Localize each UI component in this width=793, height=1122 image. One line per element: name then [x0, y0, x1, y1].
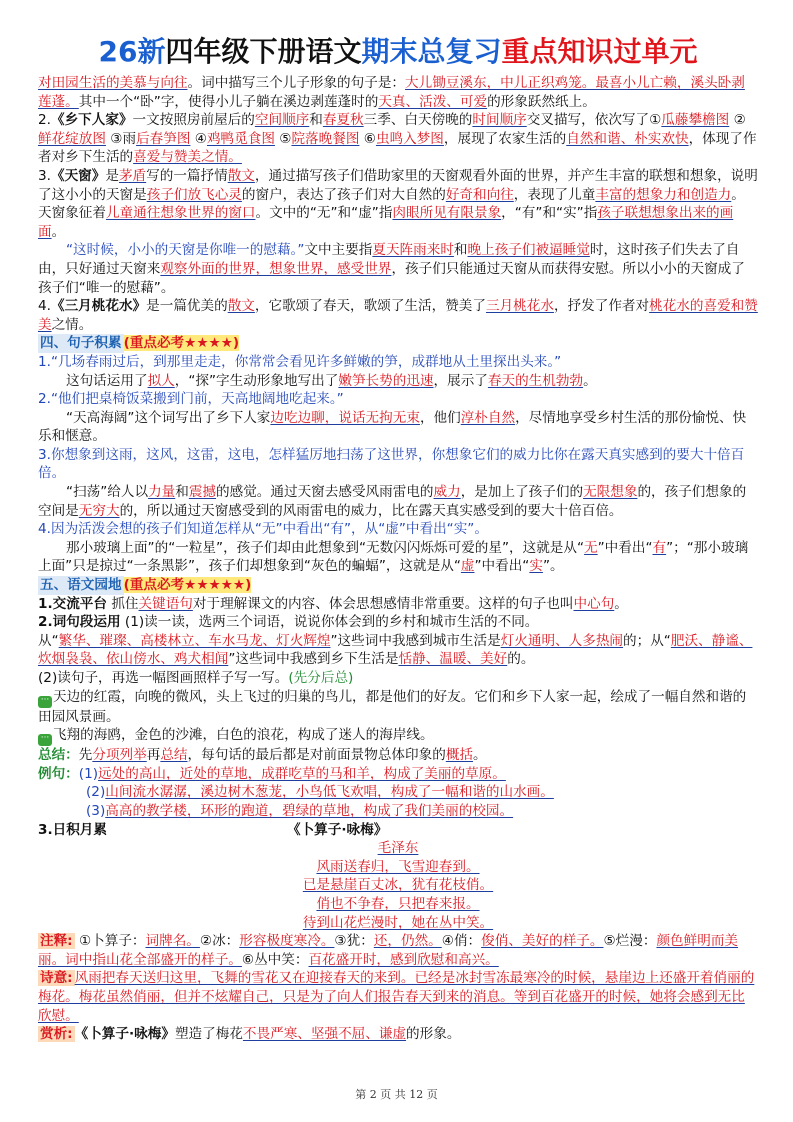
txt: ”中看出“ [474, 558, 530, 575]
txt: “天高海阔”这个词写出了乡下人家 [66, 409, 271, 426]
para-s0 [38, 74, 758, 111]
hl: 空间顺序 [254, 112, 310, 129]
txt: (2) [86, 784, 106, 801]
poem-meaning [38, 969, 758, 1025]
hl: 实 [529, 558, 543, 575]
txt: 飞翔的海鸥，金色的沙滩，白色的浪花，构成了迷人的海岸线。 [53, 727, 434, 744]
hl: 肉眼所见有限景象 [392, 205, 502, 222]
hl: 词牌名。 [145, 933, 200, 950]
hl: 天真、活泼、可爱 [378, 93, 488, 110]
g2-sample2 [38, 726, 758, 746]
txt: 那小玻璃上面”的“一粒星”，孩子们却由此想象到“无数闪闪烁烁可爱的星”，这就是从“ [66, 539, 585, 556]
txt: 从“ [38, 632, 59, 649]
hl: 散文 [227, 167, 255, 184]
txt: ”。 [542, 558, 564, 575]
subheading: 2.词句段运用 [38, 614, 121, 631]
txt: ，表现了儿童 [513, 186, 596, 203]
txt: ，它歌颂了春天，歌颂了生活，赞美了 [254, 298, 486, 315]
hl: 有 [652, 539, 667, 556]
hl: 观察外面的世界，想象世界，感受世界 [160, 260, 392, 277]
hl: 毛泽东 [377, 840, 419, 857]
q3-analysis [38, 483, 758, 520]
hl: 灯火通明、人多热闹 [500, 632, 624, 649]
q1-analysis [38, 372, 758, 391]
txt: (3) [86, 802, 106, 819]
txt: 其中一个“卧”字，使得小儿子躺在溪边剥莲蓬时的 [78, 93, 379, 110]
hl: 大儿锄豆溪东，中儿正织鸡笼。最喜小儿亡赖，溪头卧剥莲蓬。 [38, 75, 745, 110]
txt: 4. [38, 298, 51, 315]
hl: 无 [584, 539, 598, 556]
txt: ”这些词中我感到城市生活是 [330, 632, 501, 649]
hint: (先分后总) [288, 670, 354, 686]
hl: 对田园生活的美慕与向往 [38, 75, 188, 91]
txt: ，是加上了孩子们的 [460, 484, 584, 501]
q4-sentence: 4.因为活泼会想的孩子们知道怎样从“无”中看出“有”，从“虚”中看出“实”。 [38, 521, 488, 538]
hl: 虫鸣入梦图 [375, 130, 444, 147]
txt: 交叉描写，依次写了 [526, 112, 650, 129]
q1-sentence: 1.“几场春雨过后，到那里走走，你常常会看见许多鲜嫩的笋，成群地从土里探出头来。” [38, 353, 562, 370]
txt: ，抒发了作者对 [553, 298, 650, 315]
hl: 不畏严寒、坚强不屈、谦虚 [242, 1026, 407, 1043]
g2-example3 [38, 802, 758, 821]
hl: 无限想象 [583, 484, 638, 501]
hl: 中心句 [573, 595, 615, 612]
hl: 远处的高山，近处的草地，成群吃草的马和羊，构成了美丽的草原。 [98, 765, 506, 782]
txt: ②冰： [199, 933, 240, 950]
poem-title: 《卜算子·咏梅》 [287, 821, 388, 838]
hl: 自然和谐、朴实欢快 [566, 130, 689, 147]
notes [38, 932, 758, 969]
hl: 三月桃花水 [485, 298, 554, 315]
lesson-title: 《天窗》 [50, 167, 106, 184]
g2-task2 [38, 669, 758, 688]
hl: 晚上孩子们被逼睡觉 [467, 242, 590, 259]
hl: 无穷大 [78, 502, 120, 519]
txt: 《卜算子·咏梅》 [74, 1026, 175, 1043]
txt: ，孩子们只能通过天窗从而获得安慰。所以小小的天窗成了孩子们“唯一的慰藉”。 [38, 260, 745, 296]
hl: 边吃边聊，说话无拘无束 [270, 409, 420, 426]
poem-line [38, 876, 758, 895]
txt: 。文中的“无”和“虚”指 [255, 205, 393, 222]
section-5-heading [38, 576, 758, 595]
txt: 写的一篇抒情 [146, 167, 228, 184]
txt: 和 [309, 112, 323, 129]
content [38, 74, 758, 1044]
notes-tag: 注释: [40, 933, 73, 950]
hl: 力量 [148, 484, 176, 501]
hl: 瓜藤攀檐图 [661, 112, 730, 129]
hl: 威力 [433, 484, 461, 501]
hl: 茅盾 [118, 167, 147, 184]
txt: 。 [51, 223, 66, 240]
page-number: 第 2 页 共 12 页 [355, 1088, 438, 1101]
txt: 。天窗象征着 [38, 186, 745, 222]
hl: 春天的生机勃勃 [487, 372, 584, 389]
hl: 关键语句 [138, 595, 193, 612]
hl: 儿童通往想象世界的窗口 [105, 205, 256, 222]
txt: ④ [190, 130, 207, 147]
txt: 抓住 [107, 595, 139, 612]
lesson-title: 《三月桃花水》 [50, 298, 147, 315]
txt: ③犹： [334, 933, 374, 950]
page-title [38, 32, 758, 72]
hl: 院落晚餐图 [291, 130, 360, 147]
txt: ，尽情地享受乡村生活的那份愉悦、快乐和惬意。 [38, 409, 747, 445]
hl: 拟人 [147, 372, 175, 389]
hl: 分项列举 [92, 747, 147, 764]
hl: 高高的教学楼，环形的跑道，碧绿的草地，构成了我们美丽的校园。 [105, 802, 514, 819]
txt: ”中看出“ [597, 539, 653, 556]
txt: ③雨 [105, 130, 137, 147]
txt: 再 [146, 747, 161, 764]
txt: 的形象跃然纸上。 [487, 93, 596, 110]
section-label: 五、语文园地 [40, 577, 122, 594]
hl: 俏也不争春，只把春来报。 [316, 895, 480, 912]
hl: 震撼 [188, 484, 217, 501]
txt: 2. [38, 112, 51, 129]
hl: 夏天阵雨来时 [372, 242, 454, 259]
g2-answer [38, 632, 758, 669]
txt: 和 [175, 484, 189, 501]
txt: 。词中描写三个儿子形象的句子是： [187, 75, 406, 91]
hl: 丰富的想象力和创造力 [595, 186, 732, 203]
txt: ，他们 [419, 409, 461, 426]
hl: 待到山花烂漫时，她在丛中笑。 [302, 914, 494, 931]
txt: 对于理解课文的内容、体会思想感情非常重要。这样的句子也叫 [192, 595, 574, 612]
hl: 俊俏、美好的样子。 [481, 933, 604, 950]
q2-sentence: 2.“他们把桌椅饭菜搬到门前，天高地阔地吃起来。” [38, 391, 344, 408]
section-4-heading [38, 334, 758, 353]
txt: 和 [453, 242, 468, 259]
g1-para [38, 595, 758, 614]
hl: 山间流水潺潺，溪边树木葱茏，小鸟低飞欢唱，构成了一幅和谐的山水画。 [105, 784, 554, 801]
hl: 还，仍然。 [373, 933, 442, 950]
chat-bubble-icon: ··· [38, 734, 52, 746]
txt: 的，所以通过天窗感受到的风雨雷电的威力，比在露天真实感受到的要大十倍百倍。 [119, 502, 623, 519]
meaning-tag: 诗意: [40, 970, 73, 987]
chat-bubble-icon: ··· [38, 696, 52, 708]
para-s3b [38, 241, 758, 297]
summary-tag: 总结： [38, 747, 79, 764]
txt: 天边的红霞，向晚的微风，头上飞过的归巢的鸟儿，都是他们的好友。它们和乡下人家一起，绘成了一幅自然和谐的田园风景画。 [38, 688, 747, 725]
txt: ⑥ [359, 130, 376, 147]
txt: 的；从“ [623, 632, 671, 649]
q3-sentence: 3.你想象到这雨，这风，这雷，这电，怎样猛厉地扫荡了这世界，你想象它们的威力比你在露天真实感到的要大十倍百倍。 [38, 446, 745, 482]
hl: 恬静、温暖、美好 [398, 651, 508, 668]
para-s3 [38, 167, 758, 241]
para-s4 [38, 297, 758, 334]
txt: 的感觉。通过天窗去感受风雨雷电的 [216, 484, 434, 501]
txt: 3. [38, 167, 51, 184]
poem-line [38, 895, 758, 914]
txt: ⑤ [274, 130, 292, 147]
g3-heading [38, 821, 758, 840]
quote: “这时候，小小的天窗是你唯一的慰藉。” [66, 242, 305, 259]
subheading: 1.交流平台 [38, 595, 107, 612]
txt: ①卜算子： [74, 933, 146, 950]
txt: 。 [583, 372, 597, 389]
appreciation-tag: 赏析: [40, 1026, 73, 1043]
title-part-2: 四年级下册语文 [165, 35, 362, 68]
must-test-mark: (重点必考★★★★★) [123, 577, 252, 594]
section-label: 四、句子积累 [40, 335, 122, 352]
subheading: 3.日积月累 [38, 821, 107, 838]
hl: 已是悬崖百丈冰，犹有花枝俏。 [302, 877, 494, 894]
hl: 时间顺序 [472, 112, 527, 129]
hl: 孩子们放飞心灵 [146, 186, 242, 203]
txt: ，“探”字生动形象地写出了 [174, 372, 339, 389]
txt: 之情。 [51, 316, 93, 333]
txt: (1) [78, 765, 99, 782]
hl: 颜色鲜明而美丽。词中指山花全部盛开的样子。 [38, 933, 739, 968]
title-part-3: 期末总复习 [361, 35, 502, 68]
title-part-1: 26新 [98, 35, 166, 68]
poem-appreciation [38, 1025, 758, 1044]
txt: (1)读一读，选两三个词语，说说你体会到的乡村和城市生活的不同。 [120, 614, 539, 631]
txt: 的，孩子们想象的空间是 [38, 484, 747, 519]
q2-analysis [38, 409, 758, 446]
txt: “扫荡”给人以 [66, 484, 149, 501]
txt: ④俏： [441, 933, 482, 950]
poem-author [38, 839, 758, 858]
txt: 文中主要指 [304, 242, 373, 259]
para-s2 [38, 111, 758, 167]
g2-example1 [38, 765, 758, 784]
hl: 春夏秋 [322, 112, 364, 129]
txt: ，体现了作者对乡下生活的 [38, 130, 757, 166]
hl: 鸡鸭觅食图 [206, 130, 275, 147]
title-part-4: 重点知识过单元 [501, 35, 698, 68]
txt: ② [729, 112, 746, 129]
g2-heading [38, 613, 758, 632]
txt: 时，这时孩子们失去了自由，只好通过天窗来 [38, 242, 740, 277]
hl: 嫩笋长势的迅速 [338, 372, 434, 389]
txt: ，每句话的最后都是对前面景物总体印象的 [187, 747, 446, 764]
txt: 的窗户，表达了孩子们对大自然的 [241, 186, 446, 203]
lesson-title: 《乡下人家》 [50, 112, 133, 129]
txt: 先 [78, 747, 93, 764]
hl: 后春笋图 [136, 130, 191, 147]
txt: 。 [473, 747, 487, 764]
txt: 这句话运用了 [66, 372, 148, 389]
txt: ，通过描写孩子们借助家里的天窗观看外面的世界，并产生丰富的联想和想象，说明了这小小的天窗是 [38, 167, 758, 203]
txt: (2)读句子，再选一幅图画照样子写一写。 [38, 670, 289, 686]
hl: 总结 [160, 747, 188, 764]
txt: 是一篇优美的 [146, 298, 228, 315]
txt: 三季、白天傍晚的 [363, 112, 473, 129]
must-test-mark: (重点必考★★★★) [123, 335, 240, 352]
txt: ，展示了 [433, 372, 488, 389]
hl: 风雨送春归，飞雪迎春到。 [316, 858, 480, 875]
poem-line [38, 914, 758, 933]
page [38, 0, 758, 1044]
txt: ，展现了农家生活的 [443, 130, 567, 147]
hl: 概括 [445, 747, 473, 764]
txt: 是 [105, 167, 119, 184]
txt: 的。 [507, 651, 535, 668]
g2-sample1 [38, 688, 758, 727]
txt: 塑造了梅花 [174, 1026, 243, 1043]
hl: 孩子联想想象出来的画面 [38, 205, 734, 240]
txt: ⑤烂漫： [603, 933, 657, 950]
hl: 繁华、璀璨、高楼林立、车水马龙、灯火辉煌 [58, 632, 331, 649]
txt: ① [649, 112, 662, 129]
txt: 。 [614, 595, 628, 612]
hl: 虚 [460, 558, 475, 575]
txt: ”；“那小玻璃上面”只是掠过“一条黑影”，孩子们却想象到“灰色的蝙蝠”，这就是从“ [38, 539, 749, 575]
hl: 肥沃、静谧、炊烟袅袅、依山傍水、鸡犬相闻 [38, 632, 753, 668]
example-tag: 例句： [38, 765, 79, 782]
poem-line [38, 858, 758, 877]
hl: 风雨把春天送归这里，飞舞的雪花又在迎接春天的来到。已经是冰封雪冻最寒冷的时候，悬崖边上还盛开着俏丽的梅花。梅花虽然俏丽，但并不炫耀自己，只是为了向人们报告春天到来的消息。等到百花盛开的时候，她将会感到无比欣慰。 [38, 970, 755, 1024]
hl: 散文 [227, 298, 255, 315]
g2-example2 [38, 783, 758, 802]
txt: ，“有”和“实”指 [501, 205, 598, 222]
hl: 喜爱与赞美之情。 [133, 149, 242, 166]
g2-summary [38, 746, 758, 765]
hl: 鲜花绽放图 [38, 130, 106, 147]
q4-analysis [38, 539, 758, 576]
hl: 百花盛开时，感到欣慰和高兴。 [308, 951, 499, 968]
txt: ”这些词中我感到乡下生活是 [228, 651, 399, 668]
hl: 桃花水的喜爱和赞美 [38, 298, 758, 333]
txt: 的形象。 [406, 1026, 461, 1043]
hl: 形容极度寒冷。 [239, 933, 335, 950]
txt: ⑥丛中笑： [241, 951, 309, 968]
hl: 淳朴自然 [460, 409, 516, 426]
hl: 好奇和向往 [445, 186, 514, 203]
txt: 一文按照房前屋后的 [132, 112, 255, 129]
